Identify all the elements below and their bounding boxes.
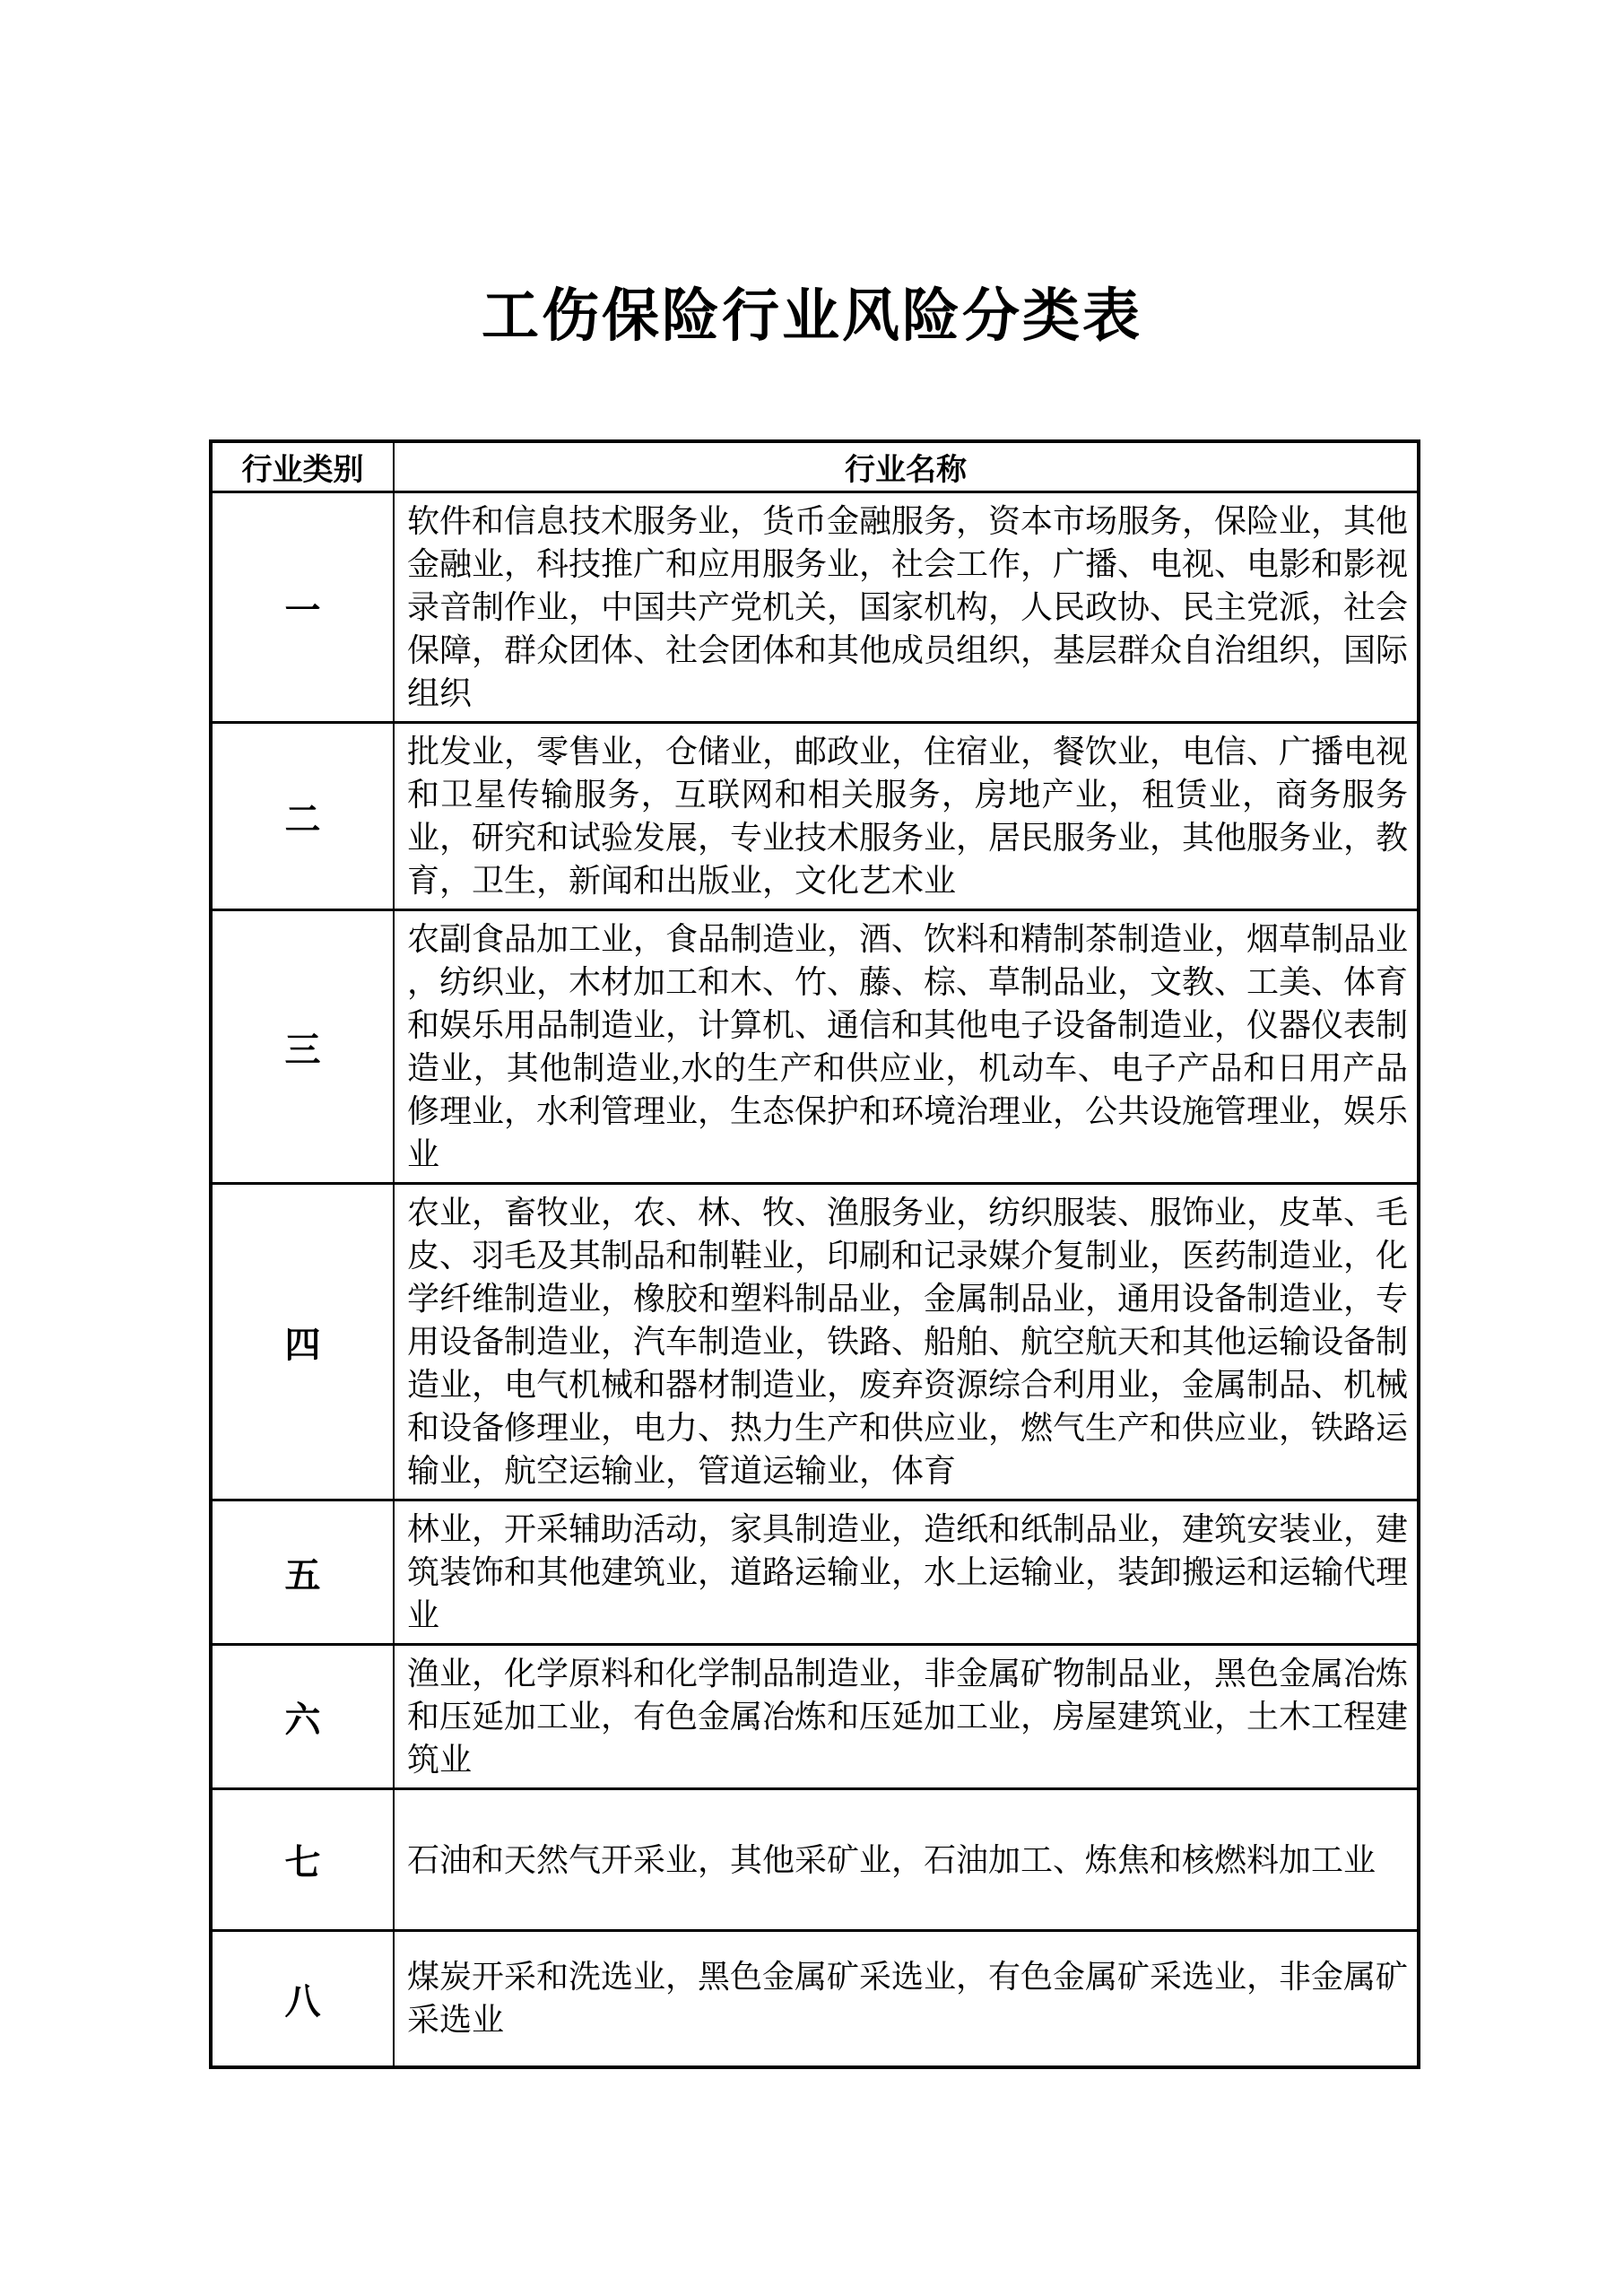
category-cell: 七 (211, 1789, 394, 1931)
page-title: 工伤保险行业风险分类表 (482, 284, 1142, 348)
category-cell: 三 (211, 910, 394, 1184)
table-row (211, 910, 1419, 1184)
table-row (211, 492, 1419, 723)
category-cell: 六 (211, 1645, 394, 1789)
industries-cell: 林业，开采辅助活动，家具制造业，造纸和纸制品业，建筑安装业，建筑装饰和其他建筑业，道路运输业，水上运输业，装卸搬运和运输代理业 (394, 1500, 1419, 1645)
risk-classification-table (209, 439, 1420, 2069)
table-row (211, 1789, 1419, 1931)
industries-cell: 农副食品加工业，食品制造业，酒、饮料和精制茶制造业，烟草制品业 ，纺织业，木材加工和木、竹、藤、棕、草制品业，文教、工美、体育和娱乐用品制造业，计算机、通信和其他电子设备制造业，仪器仪表制造业，其他制造业,水的生产和供应业，机动车、电子产品和日用产品修理业，水利管理业，生态保护和环境治理业，公共设施管理业，娱乐业 (394, 910, 1419, 1184)
table-row (211, 1500, 1419, 1645)
industries-cell: 渔业，化学原料和化学制品制造业，非金属矿物制品业，黑色金属冶炼和压延加工业，有色金属冶炼和压延加工业，房屋建筑业，土木工程建筑业 (394, 1645, 1419, 1789)
industries-cell: 石油和天然气开采业，其他采矿业，石油加工、炼焦和核燃料加工业 (394, 1789, 1419, 1931)
header-industry-category: 行业类别 (211, 441, 394, 492)
industries-cell: 煤炭开采和洗选业，黑色金属矿采选业，有色金属矿采选业，非金属矿采选业 (394, 1931, 1419, 2067)
industries-cell: 软件和信息技术服务业，货币金融服务，资本市场服务，保险业，其他金融业，科技推广和应用服务业，社会工作，广播、电视、电影和影视录音制作业，中国共产党机关，国家机构，人民政协、民主党派，社会保障，群众团体、社会团体和其他成员组织，基层群众自治组织，国际组织 (394, 492, 1419, 723)
table-row (211, 1184, 1419, 1500)
industries-cell: 批发业，零售业，仓储业，邮政业，住宿业，餐饮业，电信、广播电视和卫星传输服务，互联网和相关服务，房地产业，租赁业，商务服务业，研究和试验发展，专业技术服务业，居民服务业，其他服务业，教育，卫生，新闻和出版业，文化艺术业 (394, 723, 1419, 910)
industries-cell: 农业，畜牧业，农、林、牧、渔服务业，纺织服装、服饰业，皮革、毛皮、羽毛及其制品和制鞋业，印刷和记录媒介复制业，医药制造业，化学纤维制造业，橡胶和塑料制品业，金属制品业，通用设备制造业，专用设备制造业，汽车制造业，铁路、船舶、航空航天和其他运输设备制造业，电气机械和器材制造业，废弃资源综合利用业，金属制品、机械和设备修理业，电力、热力生产和供应业，燃气生产和供应业，铁路运输业，航空运输业，管道运输业，体育 (394, 1184, 1419, 1500)
category-cell: 二 (211, 723, 394, 910)
category-cell: 八 (211, 1931, 394, 2067)
category-cell: 五 (211, 1500, 394, 1645)
table-row (211, 1931, 1419, 2067)
table-body (211, 492, 1419, 2067)
category-cell: 四 (211, 1184, 394, 1500)
header-industry-name: 行业名称 (394, 441, 1419, 492)
table-row (211, 1645, 1419, 1789)
category-cell: 一 (211, 492, 394, 723)
header-row (211, 441, 1419, 492)
table-row (211, 723, 1419, 910)
